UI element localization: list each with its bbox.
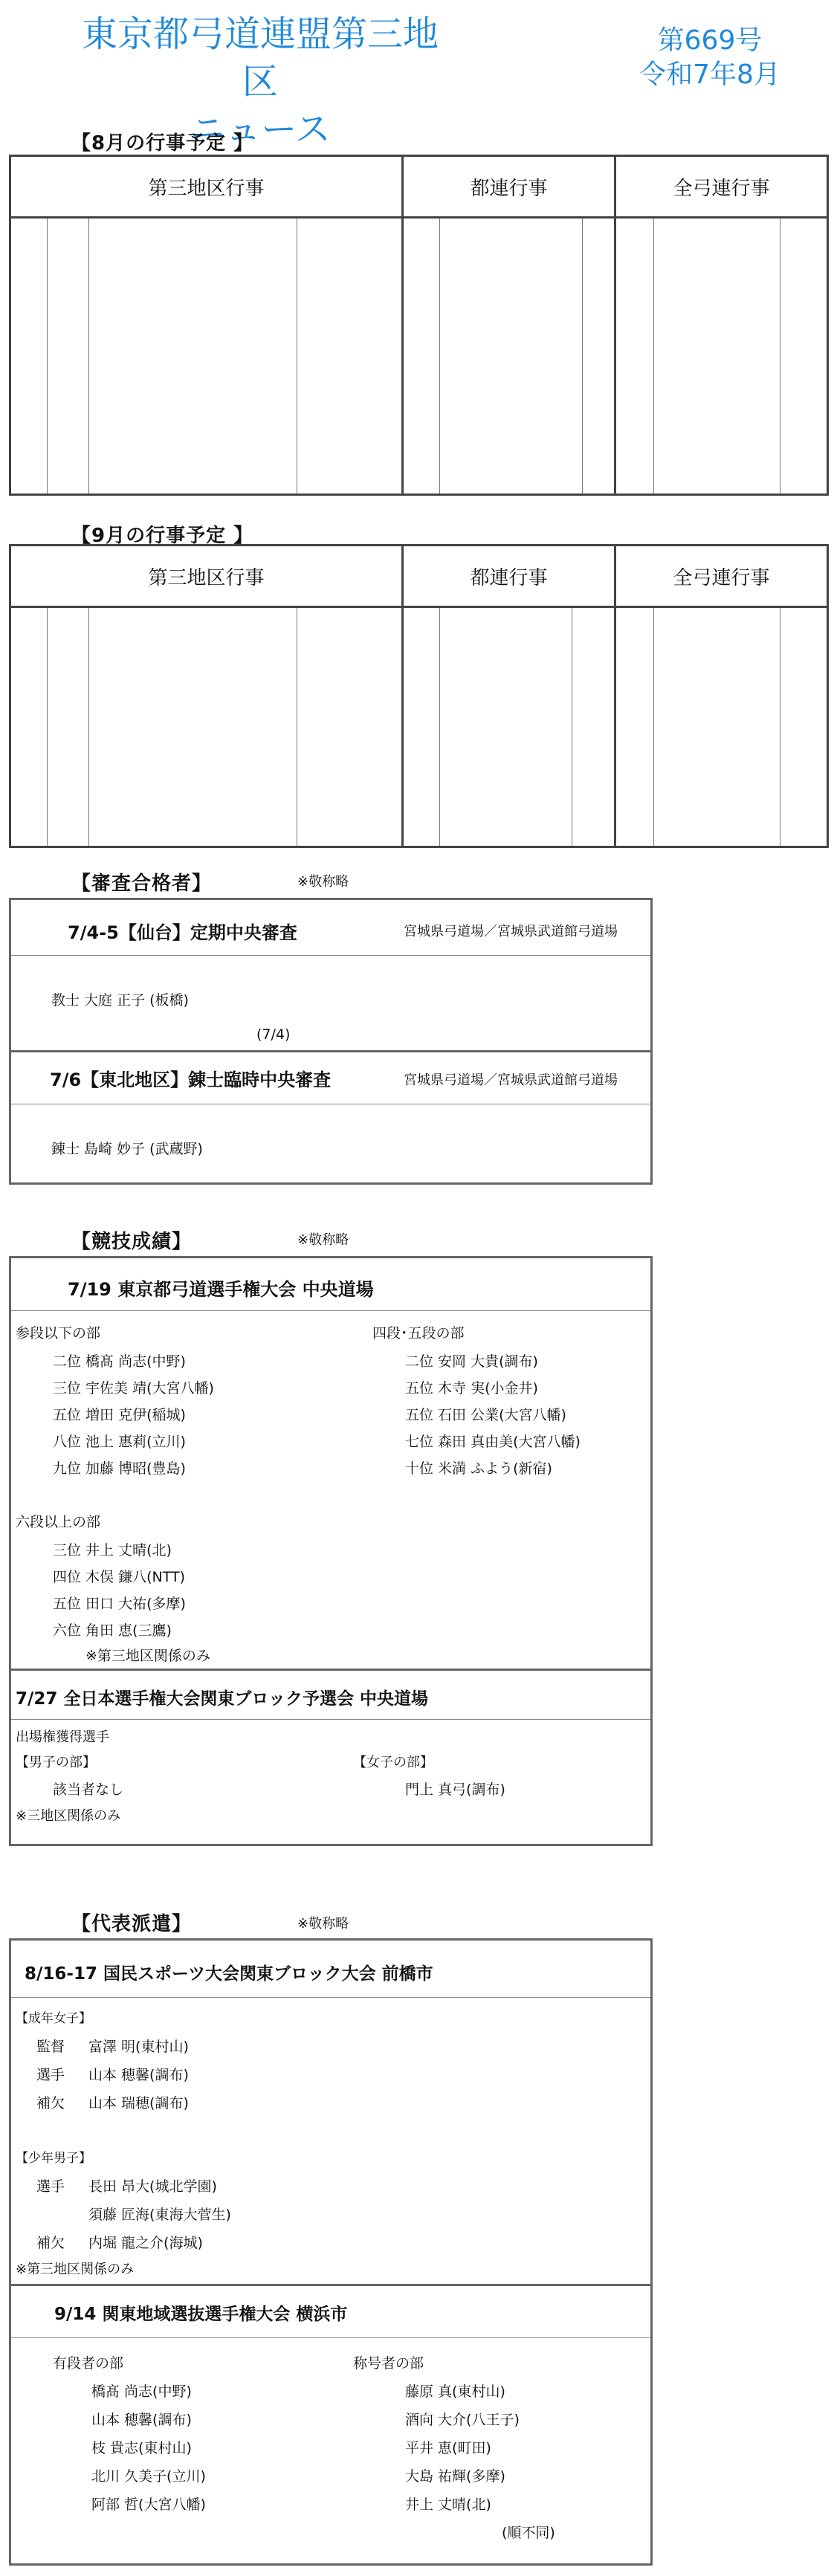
dispatch-event2-heading: 9/14 関東地域選抜選手権大会 横浜市 <box>54 2305 348 2324</box>
result-line: 九位 加藤 博昭(豊島) <box>53 1460 186 1477</box>
exam-passers-title: 【審査合格者】 <box>71 873 213 895</box>
result-line: 七位 森田 真由美(大宮八幡) <box>405 1434 581 1450</box>
exam-honorific-note: ※敬称略 <box>297 874 349 890</box>
women-division-head: 【女子の部】 <box>353 1755 433 1770</box>
result-line: 十位 米満 ふよう(新宿) <box>405 1460 552 1477</box>
sep-col-local: 第三地区行事 <box>10 546 403 607</box>
dispatch-member: 藤原 真(東村山) <box>405 2384 505 2400</box>
issue-number: 第669号 <box>657 25 763 56</box>
result-line: 六位 角田 恵(三鷹) <box>53 1622 172 1639</box>
exam-heading-1: 7/4-5【仙台】定期中央審査 <box>68 922 297 943</box>
unordered-note: (順不同) <box>502 2525 555 2541</box>
sep-col-metro: 都連行事 <box>403 546 615 607</box>
results-event2-heading: 7/27 全日本選手権大会関東ブロック予選会 中央道場 <box>16 1689 428 1709</box>
dispatch-note-1: ※第三地区関係のみ <box>16 2262 135 2277</box>
dispatch-role: 補欠 <box>36 2235 65 2251</box>
aug-col-national: 全弓連行事 <box>615 156 828 218</box>
results-note-2: ※三地区関係のみ <box>16 1808 121 1824</box>
august-schedule-title: 【8月の行事予定 】 <box>71 132 254 155</box>
dispatch-member: 北川 久美子(立川) <box>91 2468 206 2485</box>
exam-date-1: (7/4) <box>256 1026 291 1043</box>
result-line: 五位 木寺 実(小金井) <box>405 1380 538 1397</box>
men-division-result: 該当者なし <box>53 1781 124 1798</box>
result-line: 三位 宇佐美 靖(大宮八幡) <box>53 1380 214 1397</box>
september-schedule-title: 【9月の行事予定 】 <box>71 525 254 547</box>
result-line: 二位 橋髙 尚志(中野) <box>53 1353 186 1370</box>
results-note-1: ※第三地区関係のみ <box>85 1648 210 1664</box>
exam-passer-2: 錬士 島崎 妙子 (武蔵野) <box>51 1141 203 1157</box>
dispatch-member: 内堀 龍之介(海城) <box>88 2235 203 2251</box>
result-line: 四位 木俣 鎌八(NTT) <box>53 1569 185 1585</box>
women-team-head: 【成年女子】 <box>16 2011 91 2026</box>
title-line-1: 東京都弓道連盟第三地区 <box>82 13 439 103</box>
result-line: 五位 増田 克伊(稲城) <box>53 1407 186 1423</box>
dispatch-role: 選手 <box>36 2178 65 2195</box>
result-line: 八位 池上 惠莉(立川) <box>53 1434 186 1450</box>
aug-col-metro: 都連行事 <box>403 156 615 218</box>
dispatch-member: 山本 瑞穂(調布) <box>88 2095 189 2111</box>
exam-venue-2: 宮城県弓道場／宮城県武道館弓道場 <box>404 1072 618 1088</box>
exam-heading-2: 7/6【東北地区】錬士臨時中央審査 <box>50 1069 332 1090</box>
dispatch-member: 山本 穂馨(調布) <box>91 2412 192 2428</box>
dispatch-honorific-note: ※敬称略 <box>297 1916 349 1932</box>
results-event1-heading: 7/19 東京都弓道選手権大会 中央道場 <box>68 1279 374 1300</box>
results-right-head: 四段･五段の部 <box>372 1325 465 1342</box>
result-line: 五位 田口 大祐(多摩) <box>53 1596 186 1612</box>
dispatch-member: 富澤 明(東村山) <box>88 2039 189 2055</box>
dispatch-member: 枝 貴志(東村山) <box>91 2440 192 2456</box>
aug-metro-cell <box>403 218 615 495</box>
dispatch-member: 阿部 哲(大宮八幡) <box>91 2496 206 2513</box>
men-division-head: 【男子の部】 <box>16 1755 96 1770</box>
result-line: 三位 井上 丈晴(北) <box>53 1542 172 1559</box>
boys-team-head: 【少年男子】 <box>16 2151 91 2166</box>
dispatch-role: 選手 <box>36 2067 65 2083</box>
dispatch-member: 山本 穂馨(調布) <box>88 2067 189 2083</box>
exam-venue-1: 宮城県弓道場／宮城県武道館弓道場 <box>404 924 618 939</box>
dispatch-role: 監督 <box>36 2039 65 2055</box>
dispatch-member: 大島 祐輝(多摩) <box>405 2468 505 2485</box>
dispatch-member: 橋髙 尚志(中野) <box>91 2384 192 2400</box>
results-high-head: 六段以上の部 <box>16 1514 101 1530</box>
august-schedule-table <box>9 155 829 496</box>
aug-col-local: 第三地区行事 <box>10 156 403 218</box>
results-title: 【競技成績】 <box>71 1231 193 1253</box>
sep-local-cell <box>10 607 403 847</box>
results-box <box>9 1256 653 1846</box>
exam-passer-1: 教士 大庭 正子 (板橋) <box>51 992 189 1009</box>
results-left-head: 参段以下の部 <box>16 1325 101 1342</box>
sep-col-national: 全弓連行事 <box>615 546 828 607</box>
aug-national-cell <box>615 218 828 495</box>
exam-passers-box <box>9 898 653 1185</box>
issue-info <box>624 24 795 92</box>
dispatch-event1-heading: 8/16-17 国民スポーツ大会関東ブロック大会 前橋市 <box>25 1964 433 1984</box>
dispatch-member: 井上 丈晴(北) <box>405 2496 491 2513</box>
sep-metro-cell <box>403 607 615 847</box>
title-line-2: ニュース <box>190 109 331 150</box>
dispatch-member: 酒向 大介(八王子) <box>405 2412 520 2428</box>
results-honorific-note: ※敬称略 <box>297 1232 349 1248</box>
qualified-label: 出場権獲得選手 <box>16 1729 109 1745</box>
result-line: 二位 安岡 大貴(調布) <box>405 1353 538 1370</box>
issue-date: 令和7年8月 <box>639 59 780 90</box>
women-division-result: 門上 真弓(調布) <box>405 1781 505 1798</box>
sep-national-cell <box>615 607 828 847</box>
dispatch-member: 長田 昂大(城北学園) <box>88 2178 217 2195</box>
dan-division-head: 有段者の部 <box>53 2355 124 2372</box>
dispatch-box <box>9 1938 653 2566</box>
aug-local-cell <box>10 218 403 495</box>
dispatch-member: 須藤 匠海(東海大菅生) <box>88 2207 231 2223</box>
result-line: 五位 石田 公業(大宮八幡) <box>405 1407 566 1423</box>
dispatch-title: 【代表派遣】 <box>71 1913 193 1935</box>
dispatch-member: 平井 恵(町田) <box>405 2440 491 2456</box>
title-holder-division-head: 称号者の部 <box>353 2355 424 2372</box>
september-schedule-table <box>9 544 829 848</box>
dispatch-role: 補欠 <box>36 2095 65 2111</box>
